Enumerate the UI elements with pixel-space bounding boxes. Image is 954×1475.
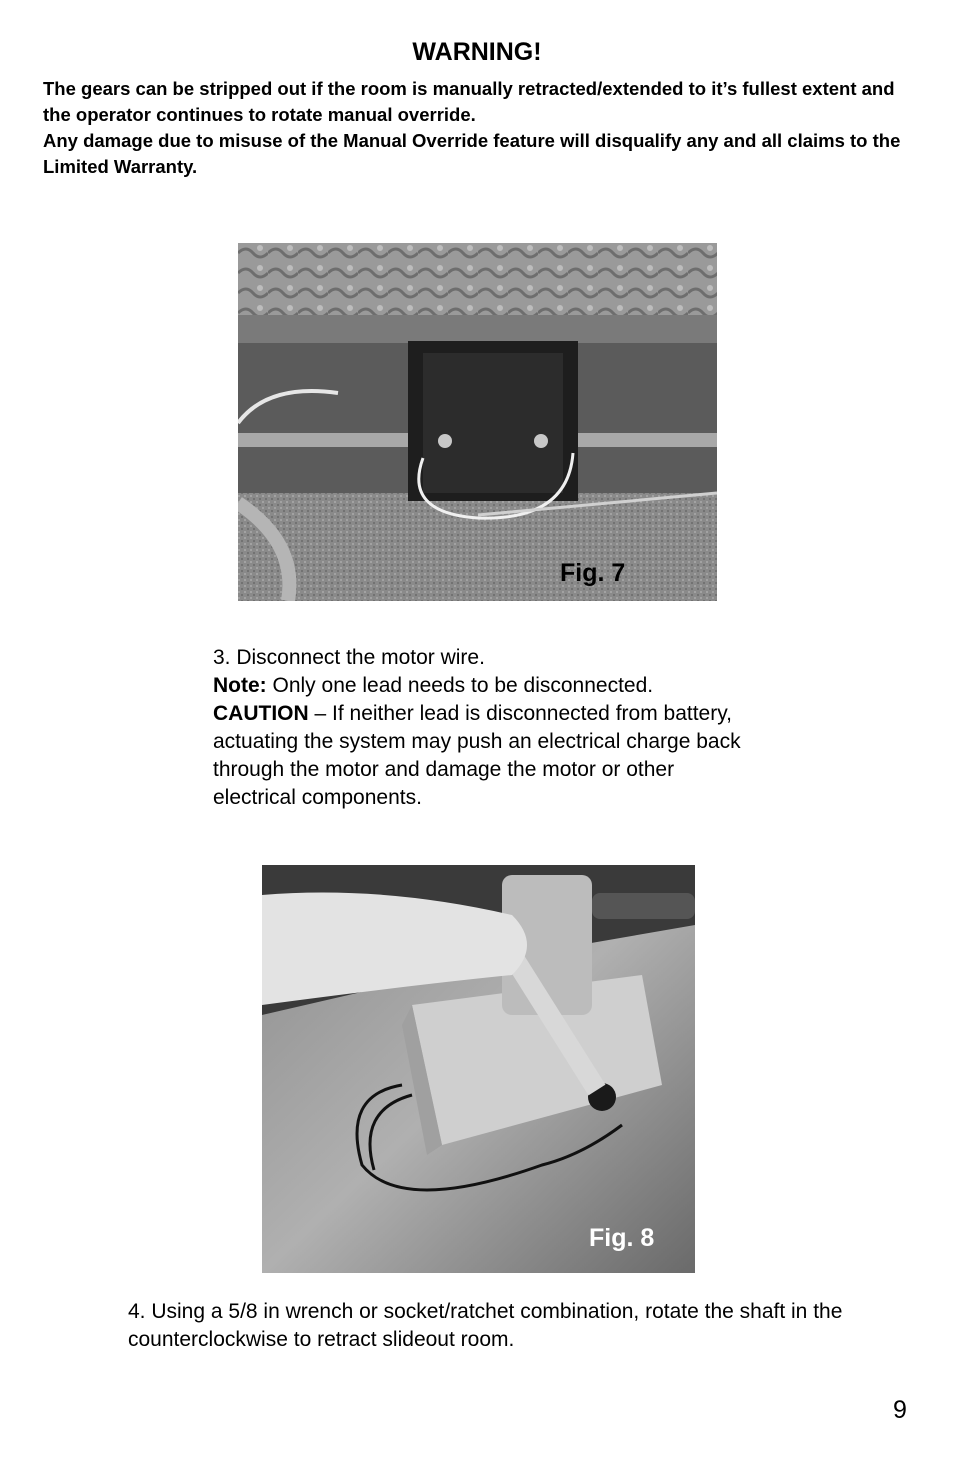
- note-text: Only one lead needs to be disconnected.: [266, 674, 654, 697]
- step-3-text: [213, 644, 753, 812]
- caution-label: CAUTION: [213, 702, 309, 725]
- step-3-caution: [213, 700, 753, 812]
- step-4-main: 4. Using a 5/8 in wrench or socket/ratchet combination, rotate the shaft in the counterclockwise to retract slideout room.: [128, 1300, 843, 1351]
- note-label: Note:: [213, 674, 267, 697]
- figure-7-label: Fig. 7: [560, 559, 626, 587]
- warning-title: WARNING!: [412, 38, 542, 66]
- step-3-main: 3. Disconnect the motor wire.: [213, 646, 485, 669]
- figure-7-photo: [238, 243, 717, 601]
- warning-text: [43, 76, 923, 180]
- step-4-text: [128, 1298, 888, 1354]
- figure-8-label: Fig. 8: [589, 1224, 655, 1252]
- figure-8-photo: [262, 865, 695, 1273]
- warning-line-2: Any damage due to misuse of the Manual Override feature will disqualify any and all claims to the Limited Warranty.: [43, 130, 901, 177]
- step-3-note: [213, 672, 753, 700]
- page-number: 9: [893, 1396, 907, 1424]
- warning-line-1: The gears can be stripped out if the room is manually retracted/extended to it’s fullest extent and the operator continues to rotate manual override.: [43, 78, 895, 125]
- caution-text: – If neither lead is disconnected from battery, actuating the system may push an electrical charge back through the motor and damage the motor or other electrical components.: [213, 702, 741, 809]
